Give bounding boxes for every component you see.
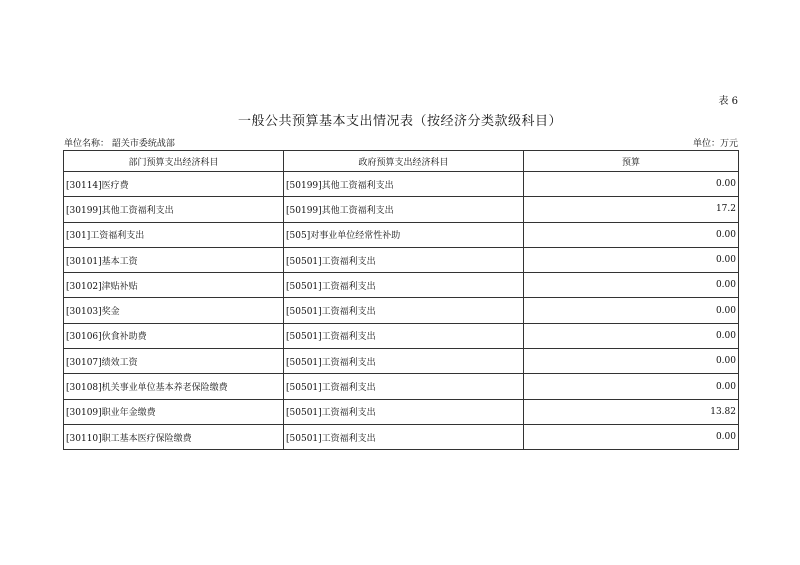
budget-amount-cell: 0.00 (524, 172, 739, 197)
header-gov-subject: 政府预算支出经济科目 (284, 151, 524, 172)
dept-subject-cell: [30108]机关事业单位基本养老保险缴费 (64, 374, 284, 399)
dept-subject-cell: [30199]其他工资福利支出 (64, 197, 284, 222)
budget-amount-cell: 13.82 (524, 399, 739, 424)
table-row (64, 247, 739, 272)
gov-subject-cell: [50501]工资福利支出 (284, 298, 524, 323)
dept-subject-cell: [30109]职业年金缴费 (64, 399, 284, 424)
dept-subject-cell: [30110]职工基本医疗保险缴费 (64, 424, 284, 449)
gov-subject-cell: [50199]其他工资福利支出 (284, 172, 524, 197)
gov-subject-cell: [50501]工资福利支出 (284, 323, 524, 348)
budget-amount-cell: 0.00 (524, 273, 739, 298)
header-dept-subject: 部门预算支出经济科目 (64, 151, 284, 172)
dept-subject-cell: [30103]奖金 (64, 298, 284, 323)
dept-subject-cell: [30114]医疗费 (64, 172, 284, 197)
table-row (64, 172, 739, 197)
gov-subject-cell: [505]对事业单位经常性补助 (284, 222, 524, 247)
table-row (64, 222, 739, 247)
table-header-row (64, 151, 739, 172)
table-row (64, 424, 739, 449)
gov-subject-cell: [50501]工资福利支出 (284, 424, 524, 449)
page-title: 一般公共预算基本支出情况表（按经济分类款级科目） (237, 114, 562, 129)
table-row (64, 374, 739, 399)
budget-amount-cell: 0.00 (524, 247, 739, 272)
gov-subject-cell: [50501]工资福利支出 (284, 399, 524, 424)
gov-subject-cell: [50501]工资福利支出 (284, 374, 524, 399)
table-row (64, 349, 739, 374)
dept-subject-cell: [301]工资福利支出 (64, 222, 284, 247)
table-number: 表 6 (718, 96, 738, 107)
unit-name-label: 单位名称： 韶关市委统战部 (64, 139, 175, 149)
dept-subject-cell: [30101]基本工资 (64, 247, 284, 272)
budget-table (63, 150, 739, 450)
table-row (64, 298, 739, 323)
budget-amount-cell: 0.00 (524, 349, 739, 374)
budget-amount-cell: 17.2 (524, 197, 739, 222)
dept-subject-cell: [30102]津贴补贴 (64, 273, 284, 298)
budget-amount-cell: 0.00 (524, 222, 739, 247)
dept-subject-cell: [30106]伙食补助费 (64, 323, 284, 348)
table-row (64, 323, 739, 348)
table-row (64, 273, 739, 298)
table-row (64, 399, 739, 424)
budget-amount-cell: 0.00 (524, 298, 739, 323)
header-budget: 预算 (524, 151, 739, 172)
budget-amount-cell: 0.00 (524, 374, 739, 399)
gov-subject-cell: [50501]工资福利支出 (284, 349, 524, 374)
dept-subject-cell: [30107]绩效工资 (64, 349, 284, 374)
budget-amount-cell: 0.00 (524, 424, 739, 449)
table-row (64, 197, 739, 222)
gov-subject-cell: [50501]工资福利支出 (284, 247, 524, 272)
currency-unit-label: 单位：万元 (692, 139, 738, 149)
budget-amount-cell: 0.00 (524, 323, 739, 348)
gov-subject-cell: [50501]工资福利支出 (284, 273, 524, 298)
gov-subject-cell: [50199]其他工资福利支出 (284, 197, 524, 222)
